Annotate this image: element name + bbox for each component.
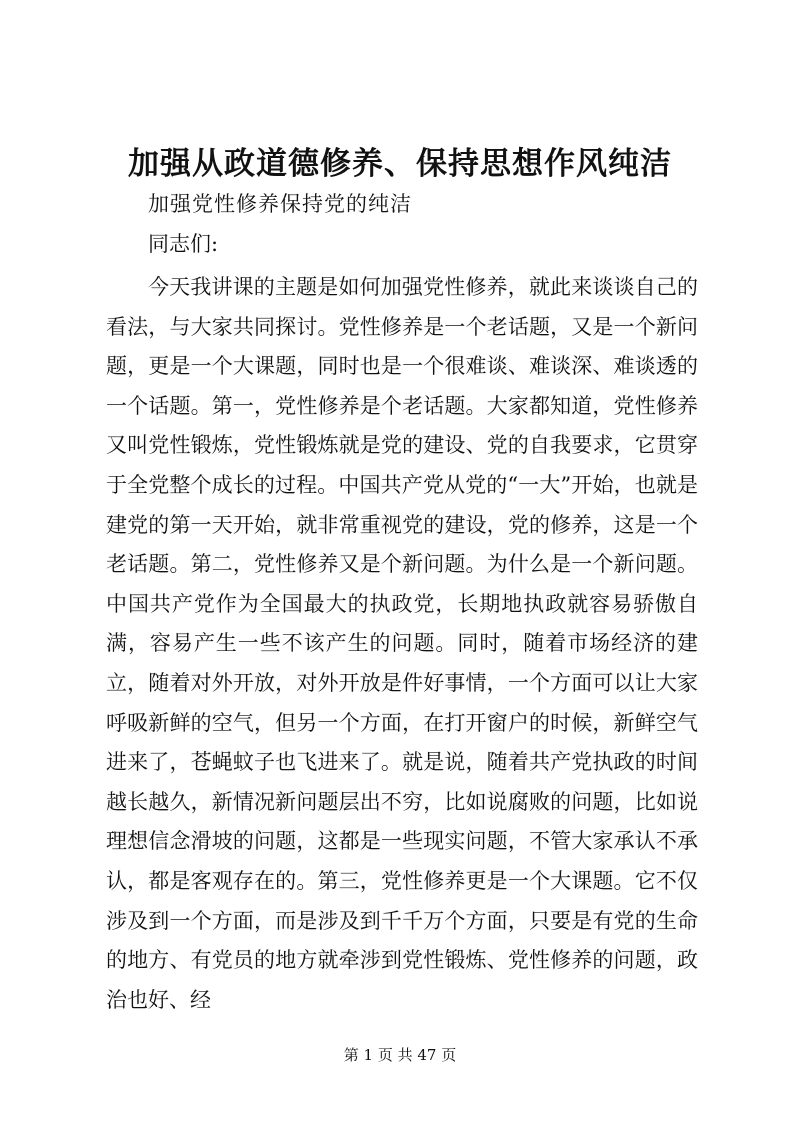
page-title: 加强从政道德修养、保持思想作风纯洁 xyxy=(128,146,672,182)
subtitle: 加强党性修养保持党的纯洁 xyxy=(148,192,412,216)
page-number-footer: 第 1 页 共 47 页 xyxy=(343,1046,457,1064)
salutation: 同志们: xyxy=(148,232,219,256)
body-paragraph: 今天我讲课的主题是如何加强党性修养，就此来谈谈自己的看法，与大家共同探讨。党性修养是一个老话题，又是一个新问题，更是一个大课题，同时也是一个很难谈、难谈深、难谈透的一个话题。第一，党性修养是个老话题。大家都知道，党性修养又叫党性锻炼，党性锻炼就是党的建设、党的自我要求，它贯穿于全党整个成长的过程。中国共产党从党的“一大”开始，也就是建党的第一天开始，就非常重视党的建设，党的修养，这是一个老话题。第二，党性修养又是个新问题。为什么是一个新问题。中国共产党作为全国最大的执政党，长期地执政就容易骄傲自满，容易产生一些不该产生的问题。同时，随着市场经济的建立，随着对外开放，对外开放是件好事情，一个方面可以让大家呼吸新鲜的空气，但另一个方面，在打开窗户的时候，新鲜空气进来了，苍蝇蚊子也飞进来了。就是说，随着共产党执政的时间越长越久，新情况新问题层出不穷，比如说腐败的问题，比如说理想信念滑坡的问题，这都是一些现实问题，不管大家承认不承认，都是客观存在的。第三，党性修养更是一个大课题。它不仅涉及到一个方面，而是涉及到千千万个方面，只要是有党的生命的地方、有党员的地方就牵涉到党性锻炼、党性修养的问题，政治也好、经 xyxy=(106,275,698,1012)
